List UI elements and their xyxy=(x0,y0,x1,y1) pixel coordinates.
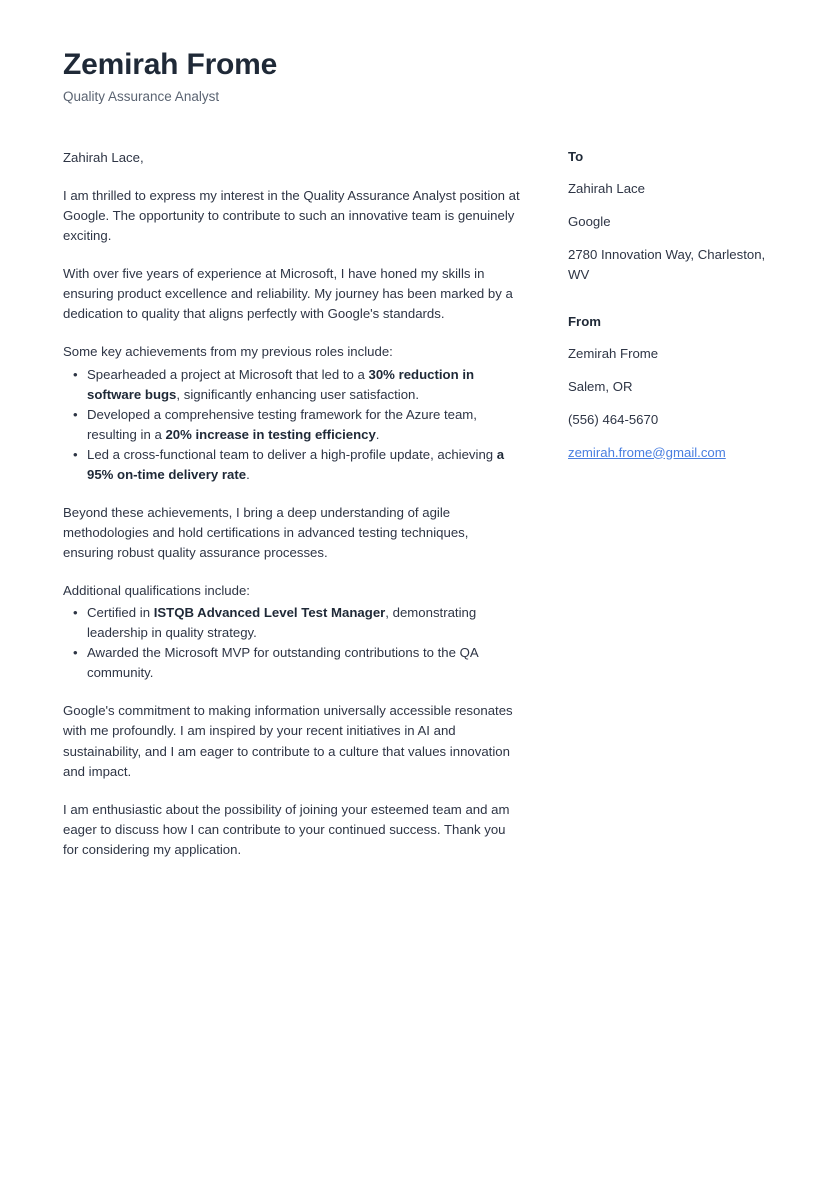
letter-body-column xyxy=(63,148,521,878)
paragraph-skills: Beyond these achievements, I bring a deep understanding of agile methodologies and hold certifications in advanced testing techniques, ensuring robust quality assurance processes. xyxy=(63,504,469,560)
item-text-before: Spearheaded a project at Microsoft that led to a xyxy=(87,366,369,382)
paragraph-motivation: Google's commitment to making information universally accessible resonates with me profoundly. I am inspired by your recent initiatives in AI and sustainability, and I am eager to contribute to a culture that values innovation and impact. xyxy=(63,703,513,779)
applicant-job-title: Quality Assurance Analyst xyxy=(63,88,220,104)
item-text-before: Led a cross-functional team to deliver a high-profile update, achieving xyxy=(87,446,497,462)
to-address: 2780 Innovation Way, Charleston, WV xyxy=(568,247,766,282)
from-email-link[interactable]: zemirah.frome@gmail.com xyxy=(568,444,726,460)
item-text-after: , significantly enhancing user satisfaction. xyxy=(176,386,420,402)
from-phone: (556) 464-5670 xyxy=(568,411,659,427)
item-text-bold: a 95% on-time delivery rate xyxy=(87,446,505,482)
list-item xyxy=(63,603,521,643)
salutation: Zahirah Lace, xyxy=(63,150,144,165)
to-company: Google xyxy=(568,214,611,230)
item-text-bold: 30% reduction in software bugs xyxy=(87,366,475,402)
item-text-after: , demonstrating leadership in quality strategy. xyxy=(87,605,477,641)
achievements-lead-in: Some key achievements from my previous roles include: xyxy=(63,344,393,360)
achievements-list xyxy=(63,365,521,485)
item-text-before: Awarded the Microsoft MVP for outstanding contributions to the QA community. xyxy=(87,645,478,681)
from-sender-name: Zemirah Frome xyxy=(568,346,659,362)
item-text-bold: 20% increase in testing efficiency xyxy=(165,426,376,442)
paragraph-experience: With over five years of experience at Microsoft, I have honed my skills in ensuring product excellence and reliability. My journey has been marked by a dedication to quality that aligns perfectly with Google's standards. xyxy=(63,266,513,322)
list-item xyxy=(63,405,521,445)
qualifications-lead-in: Additional qualifications include: xyxy=(63,583,250,599)
item-text-before: Developed a comprehensive testing framework for the Azure team, resulting in a xyxy=(87,406,477,442)
from-location: Salem, OR xyxy=(568,378,633,394)
qualifications-list xyxy=(63,603,521,683)
list-item xyxy=(63,643,521,683)
paragraph-intro: I am thrilled to express my interest in the Quality Assurance Analyst position at Google. The opportunity to contribute to such an innovative team is genuinely exciting. xyxy=(63,188,520,244)
contact-sidebar xyxy=(568,148,782,462)
item-text-bold: ISTQB Advanced Level Test Manager xyxy=(153,605,386,621)
letter-header xyxy=(63,48,763,105)
from-heading: From xyxy=(568,313,601,329)
to-recipient-name: Zahirah Lace xyxy=(568,181,645,197)
list-item xyxy=(63,445,521,485)
list-item xyxy=(63,365,521,405)
applicant-name: Zemirah Frome xyxy=(63,48,278,81)
item-text-after: . xyxy=(375,426,380,442)
item-text-after: . xyxy=(246,466,250,482)
to-heading: To xyxy=(568,149,584,164)
paragraph-closing: I am enthusiastic about the possibility of joining your esteemed team and am eager to discuss how I can contribute to your continued success. Thank you for considering my application. xyxy=(63,801,510,857)
item-text-before: Certified in xyxy=(87,605,154,621)
